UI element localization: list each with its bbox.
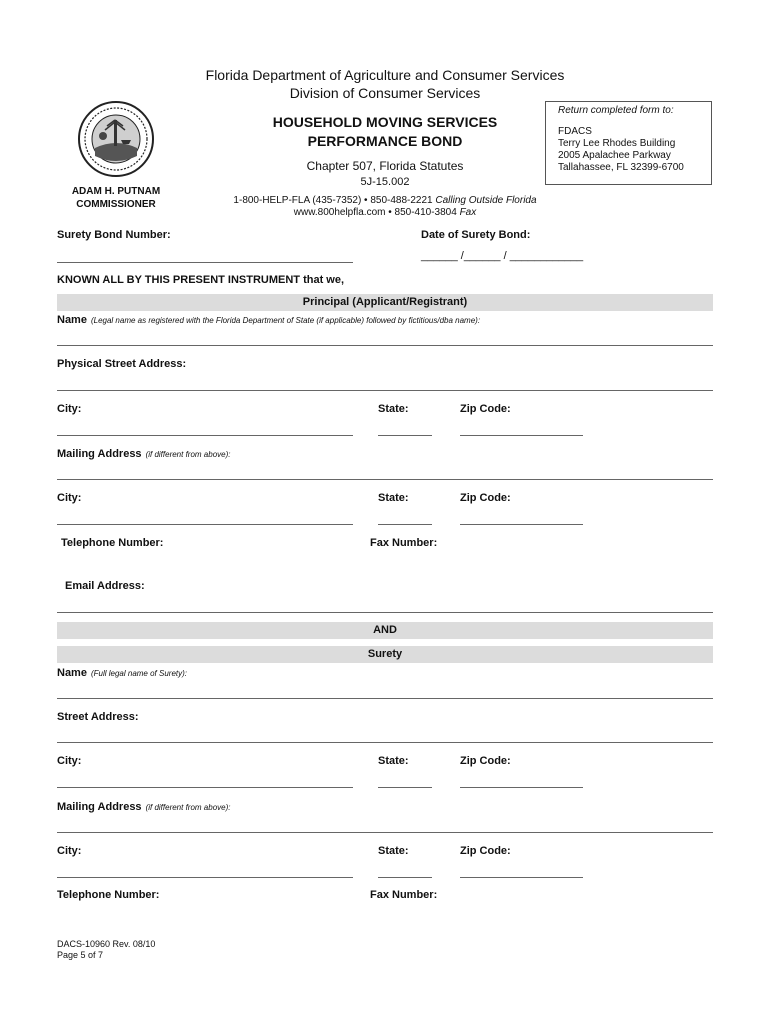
division-name: Division of Consumer Services xyxy=(289,85,481,101)
principal-city2-label: City: xyxy=(57,492,82,504)
surety-mailing-field[interactable] xyxy=(57,832,713,833)
surety-name-label: Name xyxy=(57,667,87,679)
fax-note: Fax xyxy=(459,207,477,218)
page-number: Page 5 of 7 xyxy=(57,950,104,960)
surety-mailing-label: Mailing Address xyxy=(57,801,142,813)
surety-state-field[interactable] xyxy=(378,787,432,788)
phone-numbers: 1-800-HELP-FLA (435-7352) • 850-488-2221 xyxy=(233,195,433,206)
form-id: DACS-10960 Rev. 08/10 xyxy=(57,939,156,949)
and-bar: AND xyxy=(57,622,713,639)
form-title-line1: HOUSEHOLD MOVING SERVICES xyxy=(272,114,498,130)
known-all-statement: KNOWN ALL BY THIS PRESENT INSTRUMENT that we, xyxy=(57,274,345,286)
contact-web-fax xyxy=(200,207,570,219)
surety-mailing-hint: (if different from above): xyxy=(145,803,231,812)
surety-zip2-label: Zip Code: xyxy=(460,845,511,857)
principal-zip-label: Zip Code: xyxy=(460,403,511,415)
principal-email-field[interactable] xyxy=(57,612,713,613)
return-line-4: Tallahassee, FL 32399-6700 xyxy=(558,162,684,173)
florida-seal-icon xyxy=(77,100,155,178)
principal-state-label: State: xyxy=(378,403,409,415)
agency-name: Florida Department of Agriculture and Consumer Services xyxy=(205,67,565,83)
principal-state2-field[interactable] xyxy=(378,524,432,525)
principal-city2-field[interactable] xyxy=(57,524,353,525)
principal-city-field[interactable] xyxy=(57,435,353,436)
principal-fax-label: Fax Number: xyxy=(370,537,438,549)
principal-name-field[interactable] xyxy=(57,345,713,346)
phone-note: Calling Outside Florida xyxy=(435,195,537,206)
surety-city2-label: City: xyxy=(57,845,82,857)
commissioner-title: COMMISSIONER xyxy=(76,199,156,210)
surety-zip-label: Zip Code: xyxy=(460,755,511,767)
surety-city2-field[interactable] xyxy=(57,877,353,878)
return-line-3: 2005 Apalachee Parkway xyxy=(558,150,671,161)
surety-fax-label: Fax Number: xyxy=(370,889,438,901)
return-line-1: FDACS xyxy=(558,126,592,137)
web-fax-numbers: www.800helpfla.com • 850-410-3804 xyxy=(293,207,457,218)
surety-name-field[interactable] xyxy=(57,698,713,699)
date-of-bond-label: Date of Surety Bond: xyxy=(421,229,531,241)
commissioner-name: ADAM H. PUTNAM xyxy=(71,186,161,197)
form-title-line2: PERFORMANCE BOND xyxy=(307,133,463,149)
surety-state2-label: State: xyxy=(378,845,409,857)
principal-email-label: Email Address: xyxy=(65,580,145,592)
surety-bond-number-label: Surety Bond Number: xyxy=(57,229,171,241)
surety-name-label-row xyxy=(57,667,187,679)
surety-city-field[interactable] xyxy=(57,787,353,788)
date-of-bond-field[interactable]: ______ /______ / ____________ xyxy=(421,250,584,262)
principal-city-label: City: xyxy=(57,403,82,415)
return-label: Return completed form to: xyxy=(558,105,674,116)
principal-section-bar: Principal (Applicant/Registrant) xyxy=(57,294,713,311)
principal-zip-field[interactable] xyxy=(460,435,583,436)
surety-state-label: State: xyxy=(378,755,409,767)
surety-street-field[interactable] xyxy=(57,742,713,743)
principal-phone-label: Telephone Number: xyxy=(61,537,164,549)
contact-phones xyxy=(200,195,570,207)
surety-bond-number-field[interactable] xyxy=(57,262,353,263)
principal-street-label: Physical Street Address: xyxy=(57,358,187,370)
principal-mailing-field[interactable] xyxy=(57,479,713,480)
surety-city-label: City: xyxy=(57,755,82,767)
surety-name-hint: (Full legal name of Surety): xyxy=(90,669,188,678)
principal-zip2-label: Zip Code: xyxy=(460,492,511,504)
principal-mailing-label-row xyxy=(57,448,230,460)
principal-zip2-field[interactable] xyxy=(460,524,583,525)
chapter-reference: Chapter 507, Florida Statutes xyxy=(306,159,464,173)
principal-name-label: Name xyxy=(57,314,87,326)
surety-state2-field[interactable] xyxy=(378,877,432,878)
surety-mailing-label-row xyxy=(57,801,230,813)
principal-mailing-label: Mailing Address xyxy=(57,448,142,460)
principal-name-hint: (Legal name as registered with the Florida Department of State (if applicable) followed by fictitious/dba name): xyxy=(90,316,481,325)
surety-street-label: Street Address: xyxy=(57,711,139,723)
principal-state-field[interactable] xyxy=(378,435,432,436)
surety-phone-label: Telephone Number: xyxy=(57,889,160,901)
surety-zip-field[interactable] xyxy=(460,787,583,788)
principal-state2-label: State: xyxy=(378,492,409,504)
rule-reference: 5J-15.002 xyxy=(360,176,410,188)
principal-street-field[interactable] xyxy=(57,390,713,391)
return-line-2: Terry Lee Rhodes Building xyxy=(558,138,676,149)
surety-section-bar: Surety xyxy=(57,646,713,663)
principal-mailing-hint: (if different from above): xyxy=(145,450,231,459)
surety-zip2-field[interactable] xyxy=(460,877,583,878)
return-address-box xyxy=(545,101,712,185)
principal-name-label-row xyxy=(57,314,480,326)
